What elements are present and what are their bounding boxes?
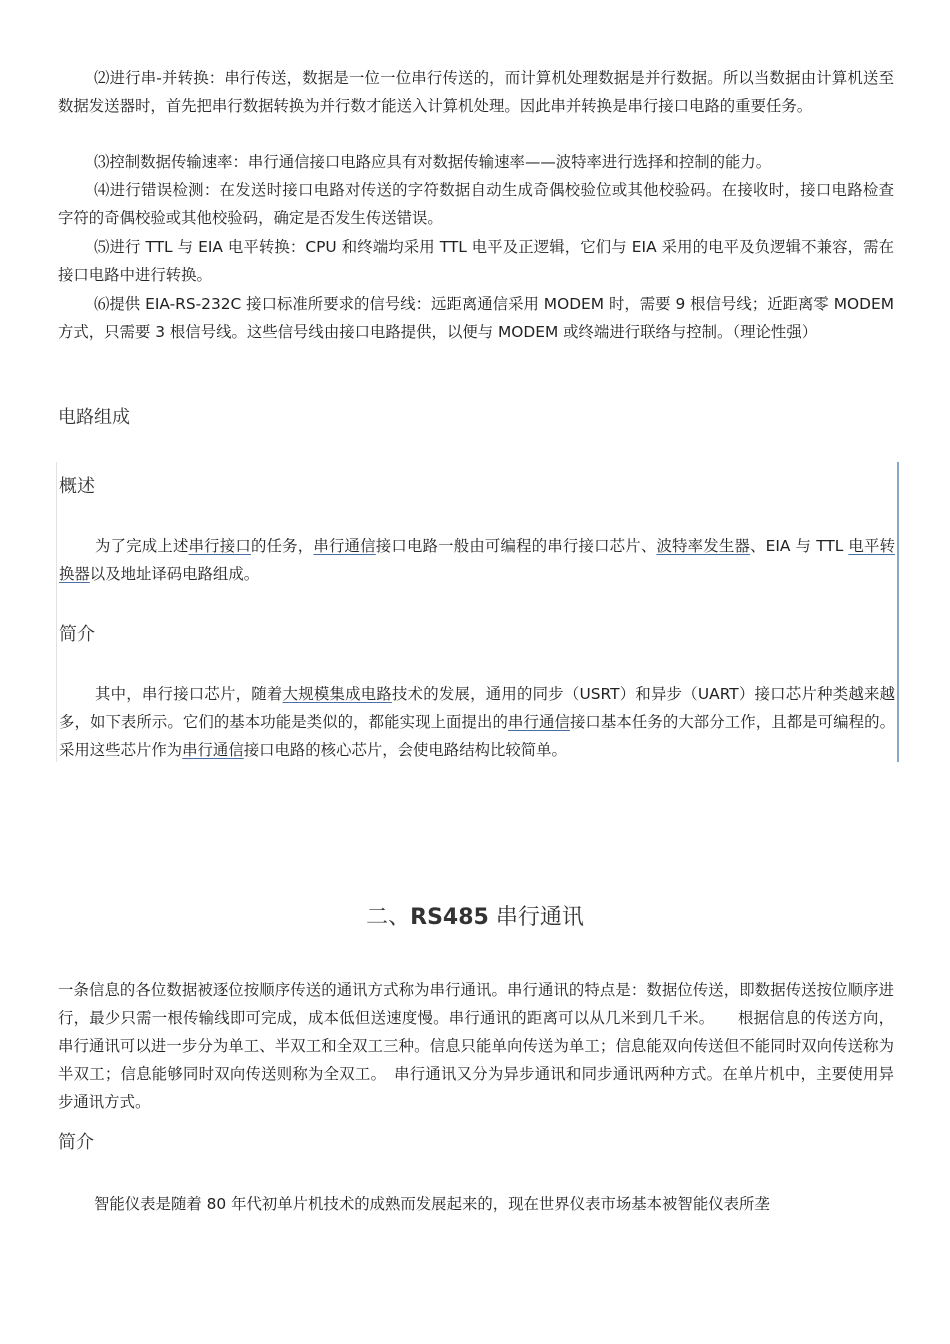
heading-overview: 概述 — [59, 476, 95, 497]
text: 接口电路一般由可编程的串行接口芯片、 — [375, 537, 657, 555]
text: 技术的发展，通用的同步（USRT）和异步（UART）接口芯片种类越来越多，如下表所示。它们的基本功能是类似的，都能实现上面提出的 — [59, 685, 895, 731]
title-bold: RS485 — [410, 905, 489, 930]
link-baud-generator[interactable]: 波特率发生器 — [656, 537, 751, 555]
link-serial-comm-2[interactable]: 串行通信 — [508, 713, 570, 731]
encyclopedia-box — [56, 462, 899, 762]
rs485-intro: 一条信息的各位数据被逐位按顺序传送的通讯方式称为串行通讯。串行通讯的特点是：数据位传送，即数据传送按位顺序进行，最少只需一根传输线即可完成，成本低但送速度慢。串行通讯的距离可以从几米到几千米。 根据信息的传送方向，串行通讯可以进一步分为单工、半双工和全双工三种。信息只能单向传送为单工；信息能双向传送但不能同时双向传送称为半双工；信息能够同时双向传送则称为全双工。 串行通讯又分为异步通讯和同步通讯两种方式。在单片机中，主要使用异步通讯方式。 — [58, 981, 894, 1111]
item-level-convert: ⑸进行 TTL 与 EIA 电平转换：CPU 和终端均采用 TTL 电平及正逻辑，它们与 EIA 采用的电平及负逻辑不兼容，需在接口电路中进行转换。 — [58, 238, 894, 284]
item-error-detect: ⑷进行错误检测：在发送时接口电路对传送的字符数据自动生成奇偶校验位或其他校验码。在接收时，接口电路检查字符的奇偶校验或其他校验码，确定是否发生传送错误。 — [58, 181, 894, 227]
overview-paragraph — [59, 532, 895, 588]
text: 为了完成上述 — [95, 537, 189, 555]
link-serial-comm-3[interactable]: 串行通信 — [182, 741, 244, 759]
item-signal-lines: ⑹提供 EIA-RS-232C 接口标准所要求的信号线：远距离通信采用 MODEM 时，需要 9 根信号线；近距离零 MODEM 方式，只需要 3 根信号线。这些信号线由接口电路提供，以便与 MODEM 或终端进行联络与控制。（理论性强） — [58, 295, 894, 341]
title-prefix: 二、 — [366, 905, 411, 930]
text: 接口基本任务的大部分工作，且都是可编程的。采用这些芯片作为 — [59, 713, 895, 759]
heading-intro: 简介 — [59, 624, 95, 645]
item-serial-parallel: ⑵进行串-并转换：串行传送，数据是一位一位串行传送的，而计算机处理数据是并行数据。所以当数据由计算机送至数据发送器时，首先把串行数据转换为并行数才能送入计算机处理。因此串并转换是串行接口电路的重要任务。 — [58, 69, 894, 115]
text: 其中，串行接口芯片，随着 — [95, 685, 283, 703]
link-serial-comm[interactable]: 串行通信 — [313, 537, 376, 555]
link-serial-interface[interactable]: 串行接口 — [188, 537, 251, 555]
text: 以及地址译码电路组成。 — [89, 565, 260, 583]
text: 接口电路的核心芯片，会使电路结构比较简单。 — [243, 741, 567, 759]
section-title — [0, 900, 950, 931]
smart-meter-paragraph: 智能仪表是随着 80 年代初单片机技术的成熟而发展起来的，现在世界仪表市场基本被智能仪表所垄 — [94, 1195, 770, 1213]
link-lsi[interactable]: 大规模集成电路 — [282, 685, 392, 703]
intro-paragraph — [59, 680, 895, 764]
item-baud-rate: ⑶控制数据传输速率：串行通信接口电路应具有对数据传输速率——波特率进行选择和控制的能力。 — [94, 153, 772, 171]
title-suffix: 串行通讯 — [488, 905, 584, 930]
heading-intro-2: 简介 — [58, 1132, 94, 1153]
text: 、EIA 与 TTL — [750, 537, 849, 555]
link-level-converter[interactable]: 电平转换器 — [59, 537, 895, 583]
heading-circuit: 电路组成 — [58, 407, 130, 428]
text: 的任务， — [250, 537, 314, 555]
